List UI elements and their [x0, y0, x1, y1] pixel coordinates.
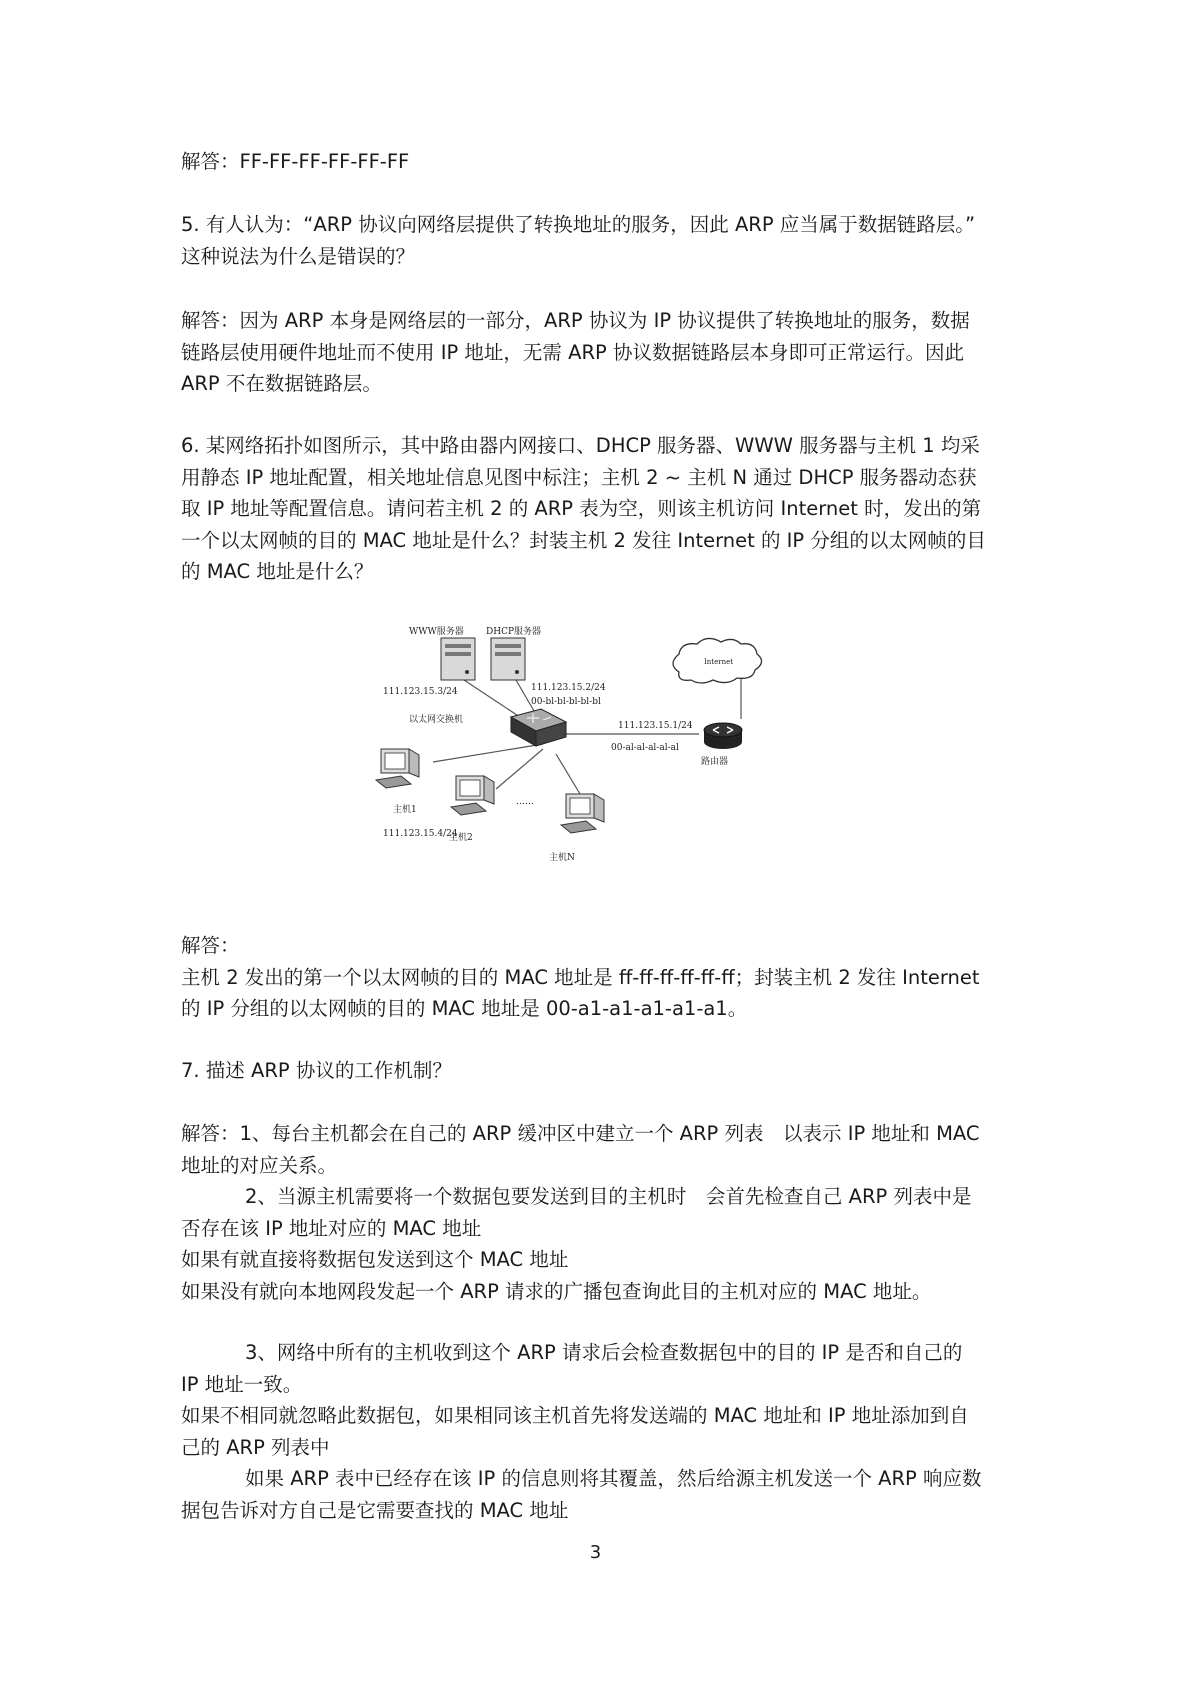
network-topology-figure [371, 614, 831, 896]
answer-7-line-10: 己的 ARP 列表中 [181, 1435, 330, 1459]
answer-7-line-1: 解答：1、每台主机都会在自己的 ARP 缓冲区中建立一个 ARP 列表 以表示 IP 地址和 MAC [181, 1122, 980, 1145]
host-n-label: 主机N [549, 853, 575, 863]
answer-5-line-3: ARP 不在数据链路层。 [181, 372, 382, 395]
answer-7-line-9: 如果不相同就忽略此数据包，如果相同该主机首先将发送端的 MAC 地址和 IP 地址添加到自 [181, 1404, 969, 1427]
answer-4 [181, 146, 1019, 178]
question-5-line-2: 这种说法为什么是错误的？ [181, 244, 416, 268]
dhcp-server-icon [491, 638, 525, 680]
answer-6-line-2: 的 IP 分组的以太网帧的目的 MAC 地址是 00-a1-a1-a1-a1-a1。 [181, 997, 748, 1020]
answer-6-label: 解答： [181, 934, 240, 957]
dhcp-server-label: DHCP服务器 [486, 627, 542, 637]
www-server-label: WWW服务器 [409, 627, 464, 637]
question-6 [181, 430, 1019, 588]
host-2-label: 主机2 [449, 833, 473, 843]
host-1-icon [376, 749, 419, 788]
host-2-icon [451, 776, 494, 815]
answer-7-line-11: 如果 ARP 表中已经存在该 IP 的信息则将其覆盖，然后给源主机发送一个 ARP 响应数 [245, 1467, 982, 1490]
internet-label: Internet [704, 658, 734, 666]
answer-5 [181, 305, 1019, 400]
switch-label: 以太网交换机 [409, 715, 464, 725]
host-1-label: 主机1 [393, 805, 417, 815]
answer-7-line-8: IP 地址一致。 [181, 1372, 303, 1396]
router-ip-label: 111.123.15.1/24 [618, 721, 693, 731]
answer-7-line-3: 2、当源主机需要将一个数据包要发送到目的主机时 会首先检查自己 ARP 列表中是 [245, 1185, 972, 1208]
answer-7-part-2 [181, 1337, 1019, 1526]
answer-6 [181, 930, 1019, 1025]
switch-icon [511, 709, 566, 746]
question-6-line-1: 6. 某网络拓扑如图所示，其中路由器内网接口、DHCP 服务器、WWW 服务器与主机 1 均采 [181, 434, 980, 457]
host-n-icon [561, 794, 604, 833]
question-6-line-4: 一个以太网帧的目的 MAC 地址是什么？封装主机 2 发往 Internet 的 IP 分组的以太网帧的目 [181, 528, 986, 552]
router-icon [704, 723, 742, 749]
question-6-line-3: 取 IP 地址等配置信息。请问若主机 2 的 ARP 表为空，则该主机访问 Internet 时，发出的第 [181, 497, 982, 520]
answer-5-line-1: 解答：因为 ARP 本身是网络层的一部分，ARP 协议为 IP 协议提供了转换地址的服务，数据 [181, 309, 970, 332]
answer-7-line-4: 否存在该 IP 地址对应的 MAC 地址 [181, 1216, 482, 1240]
answer-7-part-1 [181, 1118, 1019, 1307]
answer-7-line-6: 如果没有就向本地网段发起一个 ARP 请求的广播包查询此目的主机对应的 MAC 地址。 [181, 1279, 932, 1303]
answer-7-line-2: 地址的对应关系。 [181, 1153, 338, 1177]
www-server-icon [441, 638, 475, 680]
answer-5-line-2: 链路层使用硬件地址而不使用 IP 地址，无需 ARP 协议数据链路层本身即可正常运行。因此 [181, 340, 964, 364]
router-mac-label: 00-al-al-al-al-al [611, 743, 679, 753]
dhcp-mac-label: 00-bl-bl-bl-bl-bl [531, 697, 601, 707]
answer-7-line-7: 3、网络中所有的主机收到这个 ARP 请求后会检查数据包中的目的 IP 是否和自己的 [245, 1341, 963, 1364]
question-7 [181, 1055, 1019, 1087]
question-5-line-1: 5. 有人认为：“ARP 协议向网络层提供了转换地址的服务，因此 ARP 应当属于数据链路层。” [181, 213, 976, 236]
hosts-ellipsis: …… [516, 797, 534, 807]
dhcp-ip-label: 111.123.15.2/24 [531, 683, 606, 693]
answer-4-text: 解答：FF-FF-FF-FF-FF-FF [181, 150, 410, 173]
www-ip-label: 111.123.15.3/24 [383, 687, 458, 697]
question-7-text: 7. 描述 ARP 协议的工作机制？ [181, 1059, 452, 1082]
host-1-ip-label: 111.123.15.4/24 [383, 829, 458, 839]
answer-6-line-1: 主机 2 发出的第一个以太网帧的目的 MAC 地址是 ff-ff-ff-ff-ff-ff；封装主机 2 发往 Internet [181, 965, 980, 989]
question-6-line-2: 用静态 IP 地址配置，相关地址信息见图中标注；主机 2 ~ 主机 N 通过 DHCP 服务器动态获 [181, 465, 977, 489]
answer-7-line-12: 据包告诉对方自己是它需要查找的 MAC 地址 [181, 1498, 569, 1522]
question-5 [181, 209, 1019, 272]
router-label: 路由器 [701, 757, 729, 767]
answer-7-line-5: 如果有就直接将数据包发送到这个 MAC 地址 [181, 1248, 569, 1271]
page-number: 3 [589, 1542, 602, 1563]
question-6-line-5: 的 MAC 地址是什么？ [181, 560, 374, 583]
